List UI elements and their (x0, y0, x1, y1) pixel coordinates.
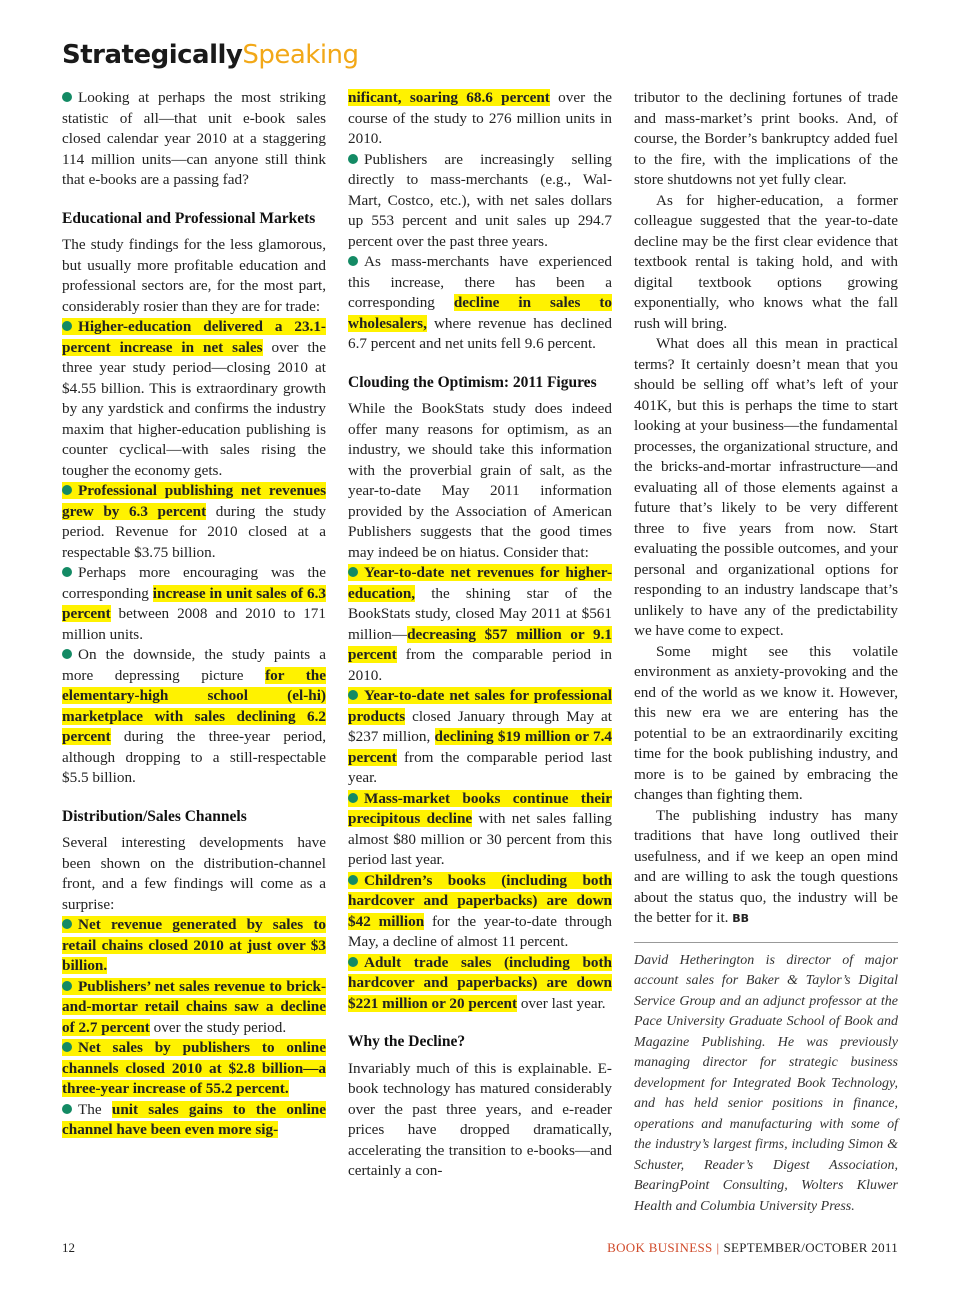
bullet-icon (62, 649, 72, 659)
bullet-icon (62, 1104, 72, 1114)
paragraph: Looking at perhaps the most striking statistic of all—that unit e-book sales closed calendar year 2010 at a staggering 114 million units—can anyone still think that e-books are a passing fad? (62, 89, 326, 188)
bullet-icon (62, 321, 72, 331)
bullet-icon (348, 793, 358, 803)
footer-masthead (607, 1240, 898, 1256)
heading-why-decline: Why the Decline? (348, 1033, 466, 1050)
footer-separator: | (716, 1240, 720, 1255)
column-1 (62, 88, 326, 1141)
paragraph: The study findings for the less glamorous, but usually more profitable education and professional sectors are, for the most part, considerably rosier than they are for trade: (62, 236, 326, 315)
paragraph: What does all this mean in practical terms? It certainly doesn’t mean that you should be selling off what’s left of your 401K, but this is perhaps the time to start looking at your business—the fundamental processes, the organizational structure, and the bricks-and-mortar infrastructure—and evaluating all of those elements against a future that’s likely to be very different three to five years from now. Start evaluating the possible outcomes, and your personal and organizational options for responding to an industry landscape that’s unlikely to have any of the predictability we have come to expect. (634, 335, 898, 639)
bullet-icon (348, 256, 358, 266)
issue-date: SEPTEMBER/OCTOBER 2011 (723, 1240, 898, 1255)
heading-clouding-optimism: Clouding the Optimism: 2011 Figures (348, 373, 597, 391)
bullet-icon (62, 981, 72, 991)
bullet-paragraph: The unit sales gains to the online channel have been even more sig- (62, 1100, 326, 1138)
page-number: 12 (62, 1240, 75, 1255)
page-title (62, 40, 359, 70)
bullet-icon (62, 1042, 72, 1052)
divider (634, 942, 898, 943)
bullet-icon (348, 154, 358, 164)
author-bio: David Hetherington is director of major account sales for Baker & Taylor’s Digital Service Group and an adjunct professor at the Pace University Graduate School of Book and Magazine Publishing. He was previously managing director for strategic business development for Integrated Book Technology, and has held senior positions in finance, operations and manufacturing with some of the industry’s largest firms, including Simon & Schuster, Reader’s Digest Association, BearingPoint Consulting, Wolters Kluwer Health and Columbia University Press. (634, 952, 898, 1214)
heading-educational-markets: Educational and Professional Markets (62, 209, 316, 227)
bullet-paragraph: Year-to-date net sales for professional products closed January through May at $237 million, declining $19 million or 7.4 percent from the comparable period last year. (348, 687, 612, 786)
bullet-icon (348, 875, 358, 885)
bullet-paragraph: Net revenue generated by sales to retail chains closed 2010 at just over $3 billion. (62, 916, 326, 974)
bullet-icon (348, 690, 358, 700)
column-3 (634, 88, 898, 1217)
paragraph: Some might see this volatile environment as anxiety-provoking and the end of the world as we know it. However, this new era we are entering has the potential to be an extraordinarily exciting time for the book publishing industry, and more is to be gained by embracing the changes than fighting them. (634, 642, 898, 803)
bullet-icon (62, 919, 72, 929)
paragraph: While the BookStats study does indeed offer many reasons for optimism, as an industry, we should take this information with the proverbial grain of salt, as the year-to-date May 2011 information provided by the Association of American Publishers suggests that the good times may indeed be on hiatus. Consider that: (348, 400, 612, 561)
bullet-paragraph: Higher-education delivered a 23.1-percent increase in net sales over the three year study period—closing 2010 at $4.55 billion. This is extraordinary growth by any yardstick and confirms the industry maxim that higher-education publishing is counter cyclical—with sales rising the tougher the economy gets. (62, 318, 326, 479)
bullet-icon (348, 567, 358, 577)
bullet-paragraph: Professional publishing net revenues grew by 6.3 percent during the study period. Revenue for 2010 closed at a respectable $3.75 billion. (62, 482, 326, 561)
paragraph: As for higher-education, a former colleague suggested that the year-to-date decline may be the first clear evidence that textbook rental is taking hold, and with digital textbook options growing exponentially, who knows what the fall rush will bring. (634, 191, 898, 332)
column-2 (348, 88, 612, 1182)
paragraph: Several interesting developments have been shown on the distribution-channel front, and a few findings will come as a surprise: (62, 834, 326, 913)
bullet-paragraph: Mass-market books continue their precipitous decline with net sales falling almost $80 million or 30 percent from this period last year. (348, 789, 612, 868)
title-part-2: Speaking (242, 40, 359, 70)
bullet-paragraph: Perhaps more encouraging was the corresponding increase in unit sales of 6.3 percent between 2008 and 2010 to 171 million units. (62, 564, 326, 643)
bullet-paragraph: Net sales by publishers to online channels closed 2010 at $2.8 billion—a three-year increase of 55.2 percent. (62, 1039, 326, 1097)
bullet-icon (348, 957, 358, 967)
paragraph: nificant, soaring 68.6 percent over the course of the study to 276 million units in 2010. (348, 89, 612, 147)
bullet-paragraph: Children’s books (including both hardcover and paperbacks) are down $42 million for the year-to-date through May, a decline of almost 11 percent. (348, 871, 612, 950)
paragraph: Invariably much of this is explainable. E-book technology has matured considerably over the past three years, and e-reader prices have dropped dramatically, accelerating the transition to e-books—and certainly a con- (348, 1059, 612, 1179)
end-mark: BB (732, 912, 750, 925)
bullet-paragraph: On the downside, the study paints a more depressing picture for the elementary-high school (el-hi) marketplace with sales declining 6.2 percent during the three-year period, although dropping to a still-respectable $5.5 billion. (62, 646, 326, 786)
heading-distribution-channels: Distribution/Sales Channels (62, 807, 247, 825)
magazine-name: BOOK BUSINESS (607, 1240, 713, 1255)
bullet-paragraph: Adult trade sales (including both hardcover and paperbacks) are down $221 million or 20 percent over last year. (348, 953, 612, 1012)
bullet-icon (62, 485, 72, 495)
paragraph: tributor to the declining fortunes of trade and mass-market’s print books. And, of course, the Border’s bankruptcy added fuel to the fire, with the implications of the store shutdowns not yet fully clear. (634, 89, 898, 188)
bullet-paragraph: As mass-merchants have experienced this increase, there has been a corresponding decline in sales to wholesalers, where revenue has declined 6.7 percent and net units fell 9.6 percent. (348, 253, 613, 352)
bullet-paragraph: Publishers are increasingly selling directly to mass-merchants (e.g., Wal-Mart, Costco, etc.), with net sales dollars up 553 percent and unit sales up 294.7 percent over the past three years. (348, 150, 612, 250)
bullet-paragraph: Year-to-date net revenues for higher-education, the shining star of the BookStats study, closed May 2011 at $561 million—decreasing $57 million or 9.1 percent from the comparable period in 2010. (348, 564, 612, 684)
bullet-icon (62, 92, 72, 102)
paragraph: The publishing industry has many traditions that have long outlived their usefulness, and if we keep an open mind and are willing to ask the tough questions about the status quo, the industry will be the better for it. BB (634, 806, 898, 926)
bullet-icon (62, 567, 72, 577)
title-part-1: Strategically (62, 40, 243, 70)
bullet-paragraph: Publishers’ net sales revenue to brick-and-mortar retail chains saw a decline of 2.7 percent over the study period. (62, 977, 326, 1036)
